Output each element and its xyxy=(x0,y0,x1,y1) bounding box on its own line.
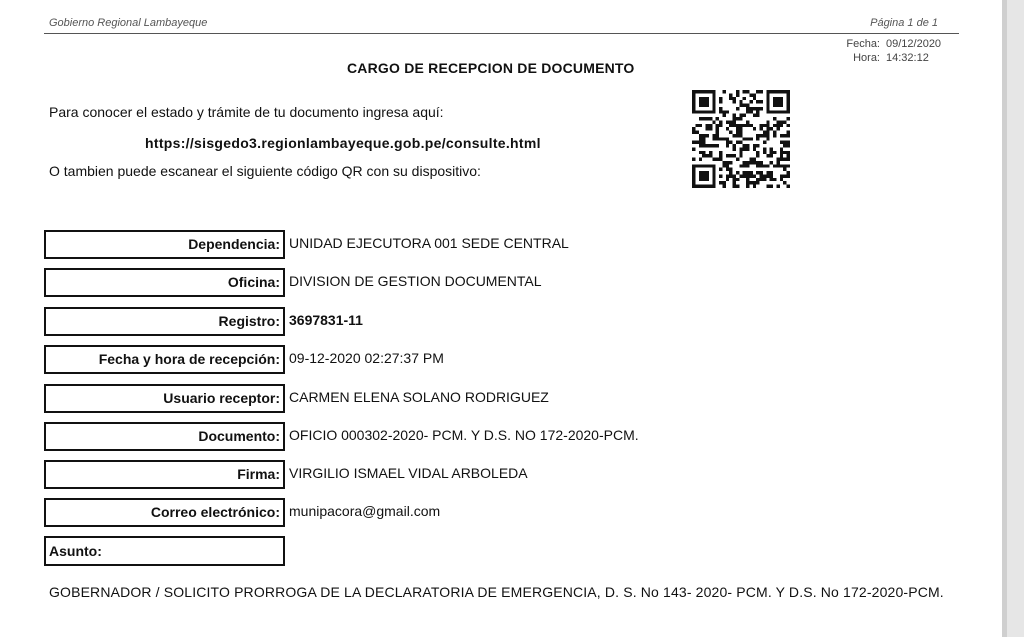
field-row xyxy=(44,498,744,527)
field-value: 3697831-11 xyxy=(289,312,363,328)
field-row xyxy=(44,460,744,489)
field-label: Oficina: xyxy=(44,268,285,297)
header-rule xyxy=(44,33,959,34)
fecha-value: 09/12/2020 xyxy=(886,38,942,50)
intro-text: Para conocer el estado y trámite de tu documento ingresa aquí: xyxy=(49,104,444,120)
field-row xyxy=(44,422,744,451)
field-label: Registro: xyxy=(44,307,285,336)
field-value: CARMEN ELENA SOLANO RODRIGUEZ xyxy=(289,389,549,405)
field-row xyxy=(44,268,744,297)
viewer-scrollbar[interactable] xyxy=(1002,0,1024,637)
qr-code-icon xyxy=(692,90,790,188)
field-value: VIRGILIO ISMAEL VIDAL ARBOLEDA xyxy=(289,465,528,481)
field-value: OFICIO 000302-2020- PCM. Y D.S. NO 172-2020-PCM. xyxy=(289,427,639,443)
hora-value: 14:32:12 xyxy=(886,52,929,64)
field-row xyxy=(44,230,744,259)
field-value: munipacora@gmail.com xyxy=(289,503,441,519)
field-label: Fecha y hora de recepción: xyxy=(44,345,285,374)
document-title: CARGO DE RECEPCION DE DOCUMENTO xyxy=(347,60,635,76)
field-label: Firma: xyxy=(44,460,285,489)
field-label: Usuario receptor: xyxy=(44,384,285,413)
field-row xyxy=(44,384,744,413)
field-value: UNIDAD EJECUTORA 001 SEDE CENTRAL xyxy=(289,235,569,251)
meta-labels xyxy=(843,37,880,65)
field-row xyxy=(44,345,744,374)
asunto-label: Asunto: xyxy=(44,536,285,566)
field-value: DIVISION DE GESTION DOCUMENTAL xyxy=(289,273,542,289)
fecha-label: Fecha: xyxy=(846,38,880,50)
consult-url: https://sisgedo3.regionlambayeque.gob.pe/consulte.html xyxy=(145,135,541,151)
field-label: Dependencia: xyxy=(44,230,285,259)
header-org: Gobierno Regional Lambayeque xyxy=(49,17,208,29)
field-value: 09-12-2020 02:27:37 PM xyxy=(289,350,444,366)
page-number: Página 1 de 1 xyxy=(870,17,938,29)
field-label: Documento: xyxy=(44,422,285,451)
field-row xyxy=(44,307,744,336)
field-label: Correo electrónico: xyxy=(44,498,285,527)
qr-instruction: O tambien puede escanear el siguiente código QR con su dispositivo: xyxy=(49,163,481,179)
asunto-text: GOBERNADOR / SOLICITO PRORROGA DE LA DECLARATORIA DE EMERGENCIA, D. S. No 143- 2020- PCM. Y D.S. No 172-2020-PCM. xyxy=(49,584,944,600)
meta-values xyxy=(886,37,941,65)
hora-label: Hora: xyxy=(853,52,880,64)
